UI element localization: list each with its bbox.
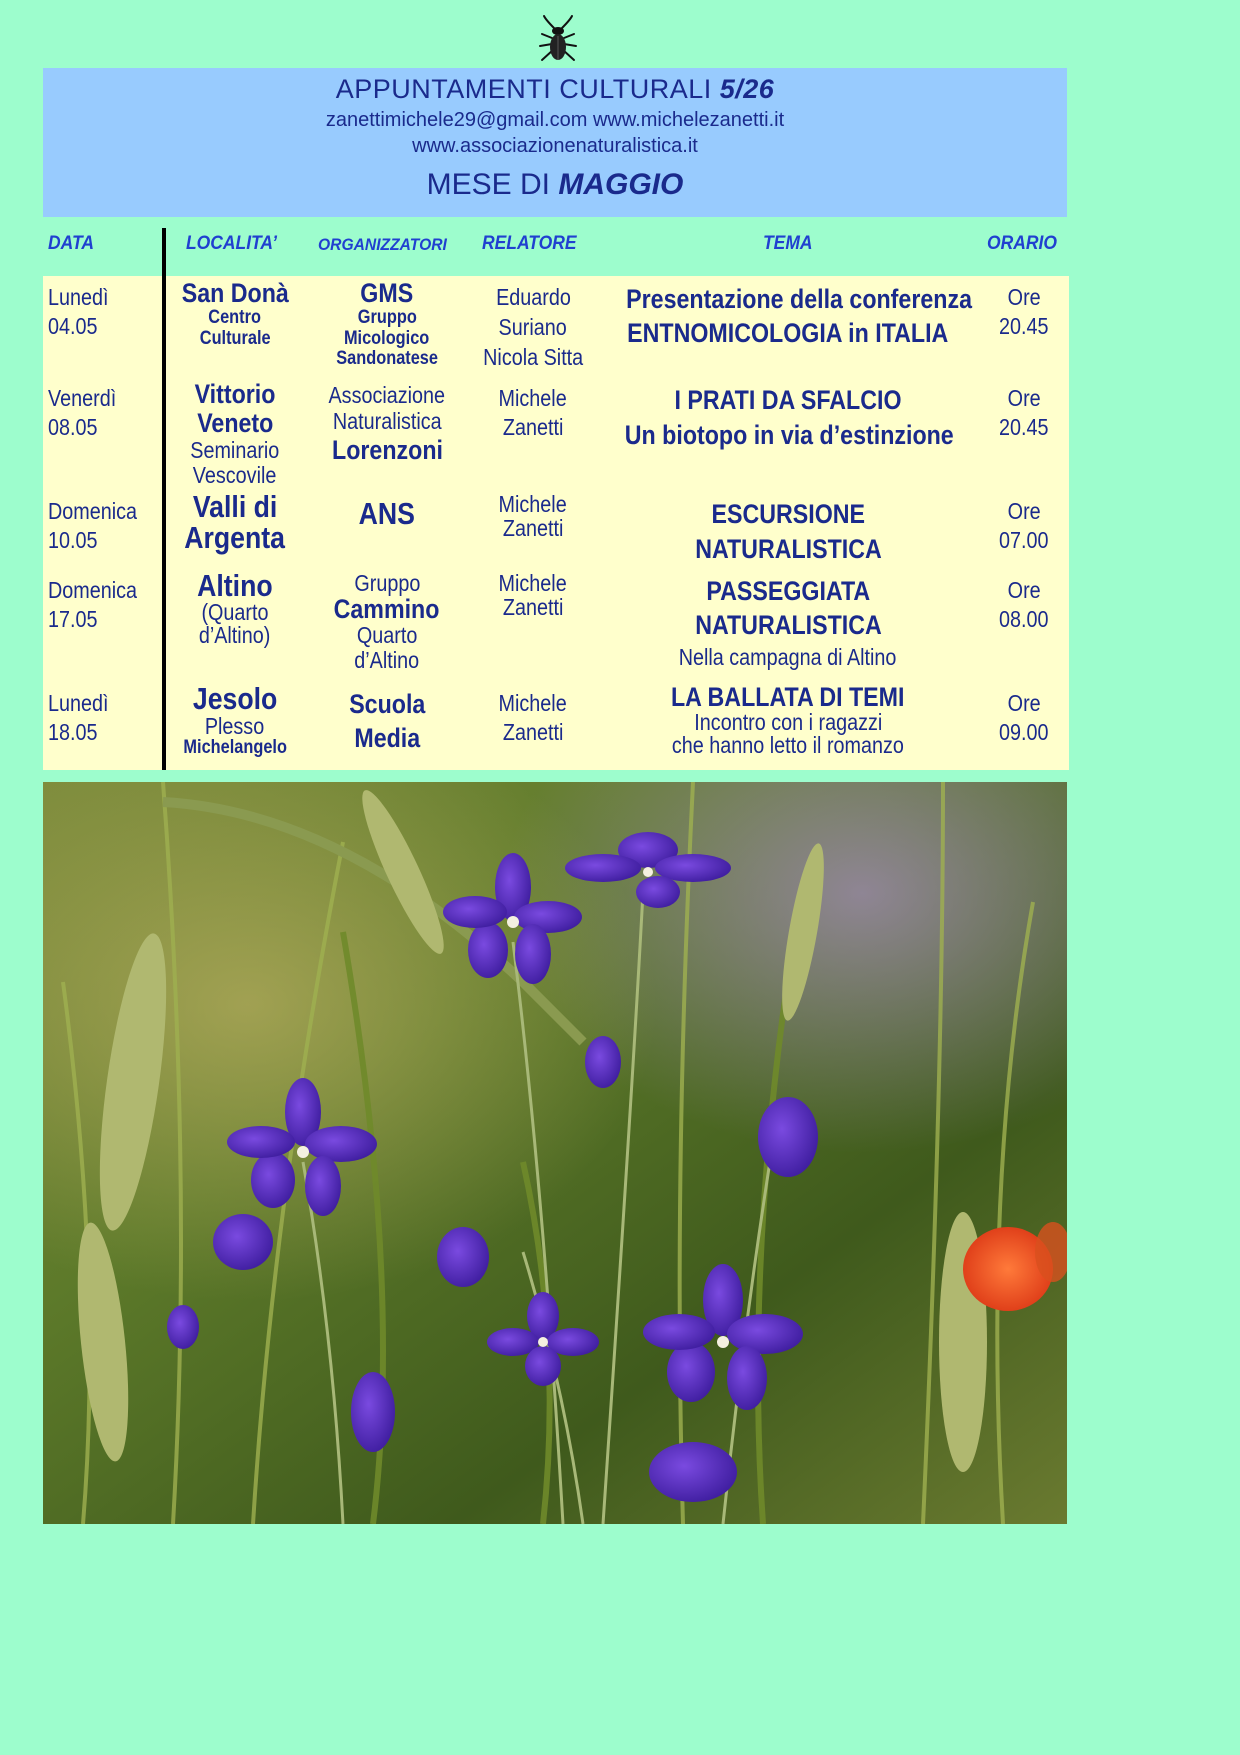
event-location: Altino (Quarto d’Altino)	[197, 568, 273, 648]
event-date: Domenica 10.05	[48, 498, 138, 553]
event-location: Valli di Argenta	[184, 489, 286, 555]
event-theme: LA BALLATA DI TEMI Incontro con i ragazzi che hanno letto il romanzo	[671, 682, 905, 758]
event-theme: Presentazione della conferenza ENTNOMICOLOGIA in ITALIA	[626, 284, 972, 348]
event-date: Venerdì 08.05	[48, 385, 117, 440]
event-date: Lunedì 18.05	[48, 690, 109, 745]
event-theme: PASSEGGIATA NATURALISTICA Nella campagna di Altino	[679, 576, 897, 670]
event-organizer: GMS Gruppo Micologico Sandonatese	[336, 278, 438, 370]
column-header-localita: LOCALITA’	[186, 233, 277, 254]
meadow-flowers-photo	[43, 782, 1067, 1524]
event-time: Ore 09.00	[999, 690, 1049, 745]
contacts-line-2: www.associazionenaturalistica.it	[412, 135, 698, 157]
event-time: Ore 07.00	[999, 498, 1049, 553]
header-banner	[43, 68, 1067, 217]
stag-beetle-icon	[536, 14, 580, 66]
page-title: APPUNTAMENTI CULTURALI 5/26	[335, 74, 775, 104]
event-location: Vittorio Veneto Seminario Vescovile	[190, 379, 280, 489]
event-speaker: Michele Zanetti	[498, 491, 568, 542]
event-time: Ore 08.00	[999, 577, 1049, 632]
column-header-data: DATA	[48, 233, 94, 254]
event-location: Jesolo Plesso Michelangelo	[183, 681, 287, 759]
column-header-orario: ORARIO	[987, 233, 1057, 254]
event-organizer: Scuola Media	[348, 689, 426, 753]
event-speaker: Eduardo Suriano Nicola Sitta	[482, 284, 584, 370]
event-organizer: ANS	[358, 496, 416, 531]
event-location: San Donà Centro Culturale	[181, 278, 289, 349]
event-organizer: Gruppo Cammino Quarto d’Altino	[334, 570, 440, 673]
event-organizer: Associazione Naturalistica Lorenzoni	[328, 382, 446, 465]
event-speaker: Michele Zanetti	[498, 690, 568, 745]
event-date: Lunedì 04.05	[48, 284, 109, 339]
event-speaker: Michele Zanetti	[498, 570, 568, 621]
event-theme: I PRATI DA SFALCIO Un biotopo in via d’estinzione	[624, 385, 954, 451]
event-theme: ESCURSIONE NATURALISTICA	[694, 499, 882, 565]
column-header-relatore: RELATORE	[482, 233, 577, 254]
event-speaker: Michele Zanetti	[498, 385, 568, 440]
month-heading: MESE DI MAGGIO	[426, 168, 684, 201]
column-header-organizzatori: ORGANIZZATORI	[318, 235, 447, 254]
event-date: Domenica 17.05	[48, 577, 138, 632]
contacts-line-1: zanettimichele29@gmail.com www.michelezanetti.it	[325, 109, 785, 131]
event-time: Ore 20.45	[999, 385, 1049, 440]
event-time: Ore 20.45	[999, 284, 1049, 339]
column-header-tema: TEMA	[763, 233, 813, 254]
